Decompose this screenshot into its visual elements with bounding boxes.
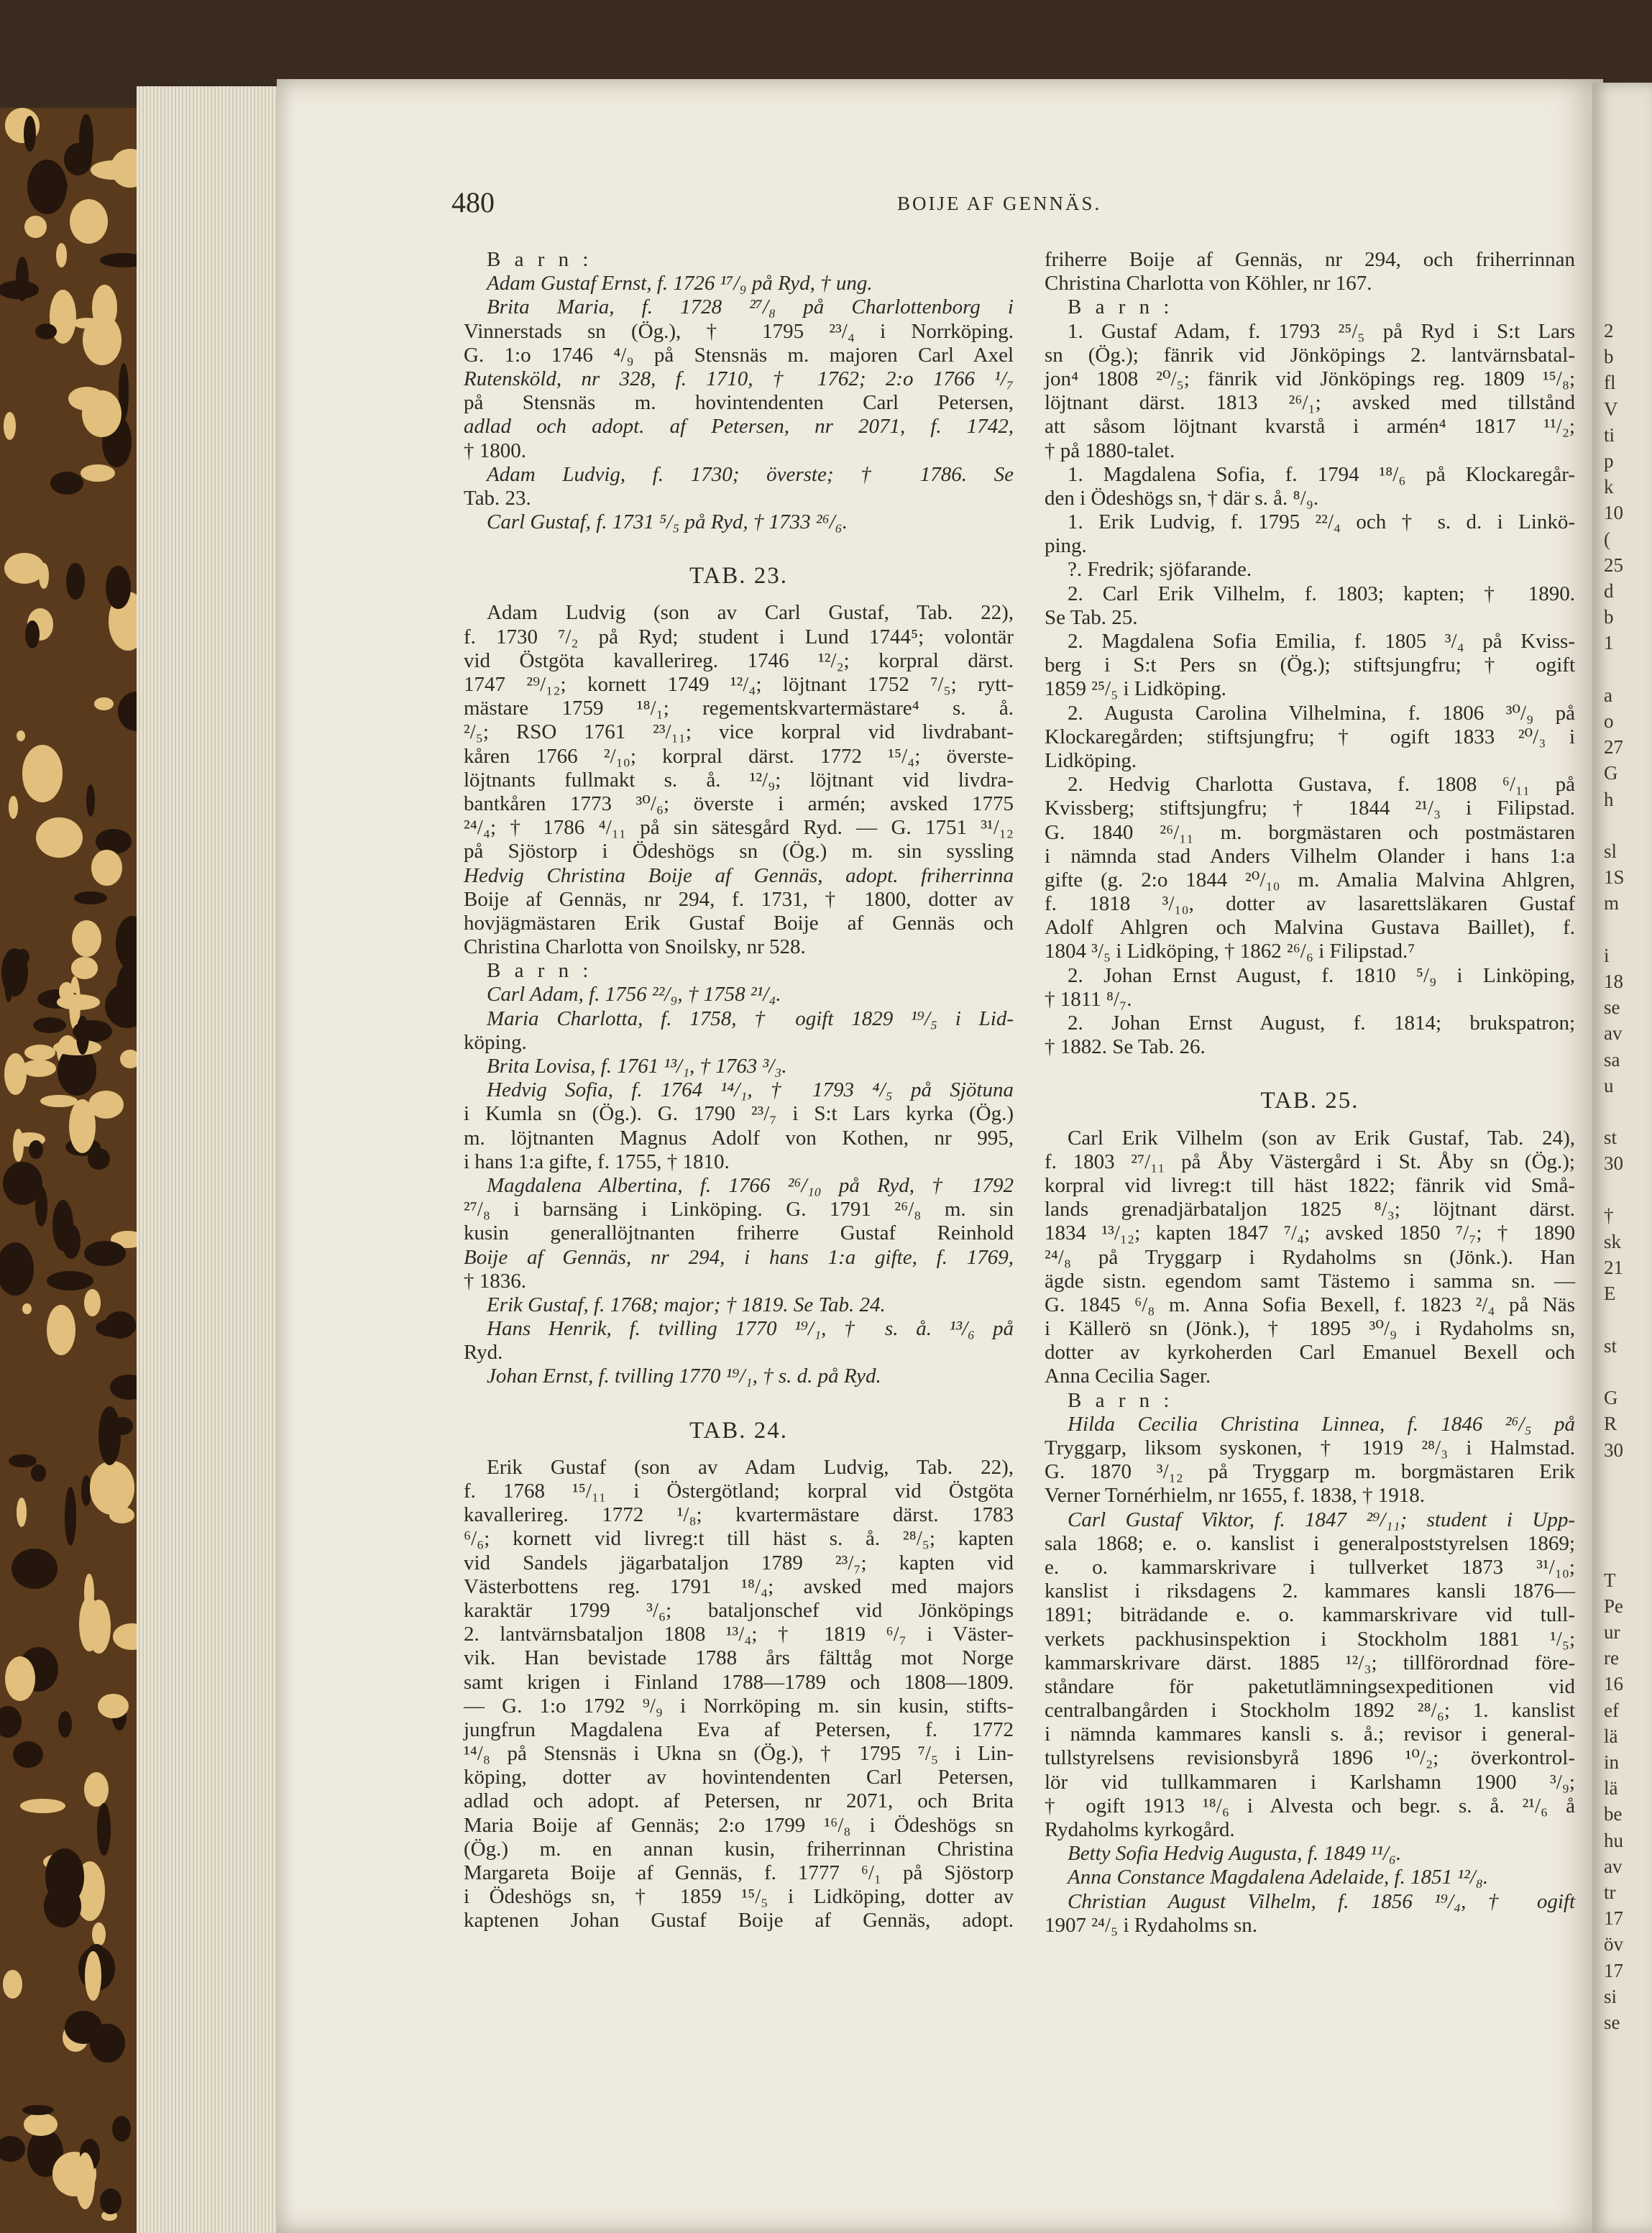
text-line: Tab. 23. xyxy=(464,486,531,510)
next-page-fragment: ef xyxy=(1604,1699,1619,1721)
marble-spot xyxy=(50,472,83,495)
next-page-fragment: 17 xyxy=(1604,1959,1623,1981)
marble-spot xyxy=(92,1922,106,1946)
text-line: Rydaholms kyrkogård. xyxy=(1045,1818,1235,1841)
marble-spot xyxy=(17,730,25,741)
text-line: 1907 ²⁴/₅ i Rydaholms sn. xyxy=(1045,1913,1258,1937)
next-page-fragment: 1 xyxy=(1604,632,1614,654)
text-line: † 1800. xyxy=(464,439,526,462)
text-line: Hans Henrik, f. tvilling 1770 ¹⁹/₁, † s. å. ¹³/₆ på xyxy=(487,1317,1014,1341)
text-line: korpral vid livreg:t till häst 1822; fänrik vid Små- xyxy=(1045,1173,1575,1197)
text-line: B a r n : xyxy=(1068,295,1174,319)
text-line: ²⁴/₈ på Tryggarp i Rydaholms sn (Jönk.). Han xyxy=(1045,1245,1575,1269)
text-line: i Ödeshögs sn, † 1859 ¹⁵/₅ i Lidköping, dotter av xyxy=(464,1885,1014,1909)
text-line: 2. Augusta Carolina Vilhelmina, f. 1806 ³⁰/₉ på xyxy=(1068,701,1575,725)
next-page-fragment: 2 xyxy=(1604,320,1614,341)
next-page-fragment: p xyxy=(1604,450,1614,472)
marble-spot xyxy=(84,1772,109,1807)
text-line: f. 1803 ²⁷/₁₁ på Åby Västergård i St. Åby sn (Ög.); xyxy=(1045,1150,1575,1173)
next-page-fragment: av xyxy=(1604,1022,1623,1045)
text-line: i nämnda kammares kansli s. å.; revisor i general- xyxy=(1045,1723,1575,1746)
text-line: kavallerireg. 1772 ¹/₈; kvartermästare därst. 1783 xyxy=(464,1503,1014,1527)
marble-spot xyxy=(16,949,29,965)
marble-spot xyxy=(109,1507,134,1523)
marble-spot xyxy=(13,1129,24,1162)
marble-spot xyxy=(54,303,68,326)
text-line: Klockaregården; stiftsjungfru; † ogift 1833 ²⁰/₃ i xyxy=(1045,725,1575,748)
text-line: Adam Ludvig (son av Carl Gustaf, Tab. 22), xyxy=(487,601,1014,625)
text-line: f. 1730 ⁷/₂ på Ryd; student i Lund 1744⁵; volontär xyxy=(464,625,1014,648)
text-line: Margareta Boije af Gennäs, f. 1777 ⁶/₁ på Sjöstorp xyxy=(464,1861,1014,1884)
spacer xyxy=(464,1389,1014,1419)
text-line: — G. 1:o 1792 ⁹/₉ i Norrköping m. sin kusin, stifts- xyxy=(464,1694,1014,1718)
text-line: tullstyrelsens revisionsbyrå 1896 ¹⁰/₂; överkontrol- xyxy=(1045,1746,1575,1770)
text-line: i Källerö sn (Jönk.), † 1895 ³⁰/₉ i Rydaholms sn, xyxy=(1045,1317,1575,1341)
text-line: ⁶/₆; kornett vid livreg:t till häst s. å. ²⁸/₅; kapten xyxy=(464,1527,1014,1551)
text-line: f. 1768 ¹⁵/₁₁ i Östergötland; korpral vid Östgöta xyxy=(464,1480,1014,1503)
marble-spot xyxy=(104,1311,136,1339)
text-line: † 1882. Se Tab. 26. xyxy=(1045,1035,1206,1059)
next-page-fragment: ( xyxy=(1604,528,1610,550)
text-line: G. 1:o 1746 ⁴/₉ på Stensnäs m. majoren Carl Axel xyxy=(464,343,1014,367)
next-page-fragment: hu xyxy=(1604,1829,1623,1851)
text-line: i Kumla sn (Ög.). G. 1790 ²³/₇ i S:t Lars kyrka (Ög.) xyxy=(464,1102,1014,1126)
text-line: sala 1868; e. o. kanslist i generalpoststyrelsen 1869; xyxy=(1045,1531,1575,1555)
text-line: köping. xyxy=(464,1030,527,1054)
marble-spot xyxy=(36,817,83,858)
text-line: Hedvig Christina Boije af Gennäs, adopt. friherrinna xyxy=(464,863,1014,887)
marble-spot xyxy=(106,566,130,609)
spacer xyxy=(1045,1114,1575,1127)
text-line: 2. lantvärnsbataljon 1808 ¹³/₄; † 1819 ⁶/₇ i Väster- xyxy=(464,1623,1014,1646)
text-line: Brita Maria, f. 1728 ²⁷/₈ på Charlottenborg i xyxy=(487,295,1014,319)
marble-spot xyxy=(94,697,114,710)
text-line: på Stensnäs m. hovintendenten Carl Petersen, xyxy=(464,391,1014,415)
marble-spot xyxy=(75,2152,95,2209)
next-page-fragment: b xyxy=(1604,606,1614,628)
marble-spot xyxy=(76,1016,89,1055)
text-line: ståndare för paketutlämningsexpeditionen vid xyxy=(1045,1674,1575,1698)
marble-spot xyxy=(87,1600,111,1654)
text-line: Erik Gustaf, f. 1768; major; † 1819. Se Tab. 24. xyxy=(487,1293,886,1316)
text-line: B a r n : xyxy=(487,248,593,271)
text-line: G. 1870 ³/₁₂ på Tryggarp m. borgmästaren Erik xyxy=(1045,1460,1575,1484)
marble-spot xyxy=(33,1017,66,1033)
table-heading: TAB. 24. xyxy=(689,1417,789,1444)
table-heading: TAB. 23. xyxy=(689,563,789,590)
text-line: centralbangården i Stockholm 1892 ²⁸/₆; 1. kanslist xyxy=(1045,1699,1575,1723)
marble-spot xyxy=(24,216,47,238)
text-line: friherre Boije af Gennäs, nr 294, och friherrinnan xyxy=(1045,248,1575,271)
marble-spot xyxy=(52,1200,73,1251)
text-line: 2. Hedvig Charlotta Gustava, f. 1808 ⁶/₁₁ på xyxy=(1068,773,1575,797)
next-page-fragment: 17 xyxy=(1604,1907,1623,1930)
next-page-fragment: 16 xyxy=(1604,1673,1623,1695)
next-page-fragment: in xyxy=(1604,1751,1620,1773)
marble-spot xyxy=(97,1803,111,1856)
marble-spot xyxy=(65,1487,76,1546)
next-page-fragment: i xyxy=(1604,944,1610,966)
next-page-fragment: 21 xyxy=(1604,1257,1623,1279)
text-line: ägde sistn. egendom samt Tästemo i samma sn. — xyxy=(1045,1269,1575,1293)
next-page-fragment: Pe xyxy=(1604,1595,1623,1617)
text-line: f. 1818 ³/₁₀, dotter av lasarettsläkaren Gustaf xyxy=(1045,892,1575,916)
spacer xyxy=(464,1443,1014,1456)
text-line: G. 1845 ⁶/₈ m. Anna Sofia Bexell, f. 1823 ²/₄ på Näs xyxy=(1045,1293,1575,1316)
marble-spot xyxy=(59,982,74,1001)
marble-spot xyxy=(79,114,93,165)
next-page-fragment: tr xyxy=(1604,1881,1616,1903)
next-page-fragment: o xyxy=(1604,710,1614,732)
marble-spot xyxy=(24,1045,55,1060)
text-line: 1859 ²⁵/₅ i Lidköping. xyxy=(1045,677,1226,701)
marble-spot xyxy=(16,257,29,301)
text-line: Carl Erik Vilhelm (son av Erik Gustaf, Tab. 24), xyxy=(1068,1126,1575,1150)
text-line: Hilda Cecilia Christina Linnea, f. 1846 ²⁶/₅ på xyxy=(1068,1412,1575,1436)
next-page-fragment: V xyxy=(1604,398,1618,420)
marble-spot xyxy=(88,1091,124,1119)
running-head: BOIJE AF GENNÄS. xyxy=(897,193,1102,214)
marble-spot xyxy=(74,891,107,904)
next-page-fragment: 30 xyxy=(1604,1439,1623,1461)
text-line: ²⁷/₈ i barnsäng i Linköping. G. 1791 ²⁶/₈ m. sin xyxy=(464,1198,1014,1221)
marble-spot xyxy=(0,1706,22,1737)
next-page-fragment: 25 xyxy=(1604,554,1623,576)
text-line: samt krigen i Finland 1788—1789 och 1808—1809. xyxy=(464,1670,1014,1694)
marble-spot xyxy=(22,1060,56,1077)
text-line: löjtnant därst. 1813 ²⁶/₁; avsked med tillstånd xyxy=(1045,391,1575,415)
marble-spot xyxy=(91,160,136,180)
text-line: ping. xyxy=(1045,534,1087,558)
text-line: 1747 ²⁹/₁₂; kornett 1749 ¹²/₄; löjtnant 1752 ⁷/₅; rytt- xyxy=(464,673,1014,696)
marble-spot xyxy=(0,1242,34,1296)
marble-spot xyxy=(24,2113,57,2135)
text-line: att såsom löjtnant kvarstå i armén⁴ 1817 ¹¹/₂; xyxy=(1045,415,1575,439)
text-line: löjtnants fullmakt s. å. ¹²/₉; löjtnant vid livdra- xyxy=(464,768,1014,792)
text-line: kusin generallöjtnanten friherre Gustaf Reinhold xyxy=(464,1221,1014,1245)
marble-spot xyxy=(45,1848,85,1905)
marble-spot xyxy=(98,1406,121,1465)
next-page-fragment: G xyxy=(1604,1387,1618,1409)
next-page-fragment: lä xyxy=(1604,1777,1618,1799)
text-line: Se Tab. 25. xyxy=(1045,605,1138,629)
text-line: G. 1840 ²⁶/₁₁ m. borgmästaren och postmästaren xyxy=(1045,820,1575,844)
marble-spot xyxy=(86,784,95,817)
marble-spot xyxy=(40,1095,78,1108)
next-page-fragment: 1S xyxy=(1604,866,1625,889)
next-page-fragment: lä xyxy=(1604,1725,1618,1747)
text-line: vid Sandels jägarbataljon 1789 ²³/₇; kapten vid xyxy=(464,1551,1014,1574)
text-line: den i Ödeshögs sn, † där s. å. ⁸/₉. xyxy=(1045,486,1319,510)
marble-spot xyxy=(35,324,57,339)
text-line: vik. Han bevistade 1788 års fälttåg mot Norge xyxy=(464,1646,1014,1670)
text-line: † 1811 ⁸/₇. xyxy=(1045,987,1132,1011)
text-line: Carl Gustaf Viktor, f. 1847 ²⁹/₁₁; student i Upp- xyxy=(1068,1508,1575,1531)
next-page-fragment: fl xyxy=(1604,372,1616,394)
marble-spot xyxy=(4,1053,27,1095)
marble-spot xyxy=(31,1464,46,1482)
right-column xyxy=(1045,248,1575,1938)
marble-spot xyxy=(83,315,121,365)
text-line: Maria Boije af Gennäs; 2:o 1799 ¹⁶/₈ i Ödeshögs sn xyxy=(464,1813,1014,1837)
text-line: Boije af Gennäs, nr 294, i hans 1:a gifte, f. 1769, xyxy=(464,1245,1014,1269)
text-line: Magdalena Albertina, f. 1766 ²⁶/₁₀ på Ryd, † 1792 xyxy=(487,1173,1014,1197)
marble-spot xyxy=(112,2116,131,2142)
next-page-fragment: sa xyxy=(1604,1048,1620,1070)
text-line: † ogift 1913 ¹⁸/₆ i Alvesta och begr. s. å. ²¹/₆ å xyxy=(1045,1794,1575,1817)
marble-spot xyxy=(90,2024,124,2063)
text-line: Adam Ludvig, f. 1730; överste; † 1786. Se xyxy=(487,462,1014,486)
text-line: Christina Charlotta von Köhler, nr 167. xyxy=(1045,272,1372,295)
text-line: B a r n : xyxy=(1068,1388,1174,1412)
next-page-fragment: sk xyxy=(1604,1231,1622,1252)
text-line: ¹⁴/₈ på Stensnäs i Ukna sn (Ög.), † 1795 ⁷/₅ i Lin- xyxy=(464,1742,1014,1766)
marble-spot xyxy=(56,243,67,267)
text-line: 1. Erik Ludvig, f. 1795 ²²/₄ och † s. d. i Linkö- xyxy=(1068,510,1575,534)
spacer xyxy=(464,588,1014,601)
text-line: Anna Cecilia Sager. xyxy=(1045,1365,1211,1388)
next-page-fragment: b xyxy=(1604,346,1614,368)
text-line: Kvissberg; stiftsjungfru; † 1844 ²¹/₃ i Filipstad. xyxy=(1045,797,1575,820)
marble-spot xyxy=(84,1289,101,1316)
next-page-fragment: öv xyxy=(1604,1933,1623,1955)
text-line: ²⁴/₄; † 1786 ⁴/₁₁ på sin sätesgård Ryd. — G. 1751 ³¹/₁₂ xyxy=(464,816,1014,840)
text-line: kammarskrivare därst. 1885 ¹²/₃; tillförordnad före- xyxy=(1045,1651,1575,1674)
next-page-fragment: G xyxy=(1604,762,1618,784)
text-line: Betty Sofia Hedvig Augusta, f. 1849 ¹¹/₆. xyxy=(1068,1842,1402,1866)
text-line: B a r n : xyxy=(487,959,593,983)
text-line: ?. Fredrik; sjöfarande. xyxy=(1068,558,1252,582)
marble-spot xyxy=(84,1241,126,1265)
next-page-fragment: ur xyxy=(1604,1621,1620,1643)
next-page-fragment: E xyxy=(1604,1283,1616,1305)
marble-spot xyxy=(13,1741,43,1768)
next-page-fragment: a xyxy=(1604,684,1612,706)
table-heading: TAB. 25. xyxy=(1260,1088,1359,1114)
next-page-fragment: be xyxy=(1604,1803,1623,1825)
marble-spot xyxy=(9,1454,37,1468)
marble-spot xyxy=(0,2136,25,2162)
text-line: lör vid tullkammaren i Karlshamn 1900 ³/₉; xyxy=(1045,1770,1575,1794)
text-line: på Sjöstorp i Ödeshögs sn (Ög.) m. sin syssling xyxy=(464,840,1014,863)
text-line: Johan Ernst, f. tvilling 1770 ¹⁹/₁, † s. d. på Ryd. xyxy=(487,1365,881,1388)
next-page-fragment: T xyxy=(1604,1569,1616,1591)
text-line: adlad och adopt. af Petersen, nr 2071, f. 1742, xyxy=(464,415,1014,439)
text-line: Ryd. xyxy=(464,1341,503,1365)
text-line: Västerbottens reg. 1791 ¹⁸/₄; avsked med majors xyxy=(464,1574,1014,1598)
text-line: berg i S:t Pers sn (Ög.); stiftsjungfru; † ogift xyxy=(1045,654,1575,677)
text-line: † 1836. xyxy=(464,1269,526,1293)
next-page-fragment: se xyxy=(1604,2012,1620,2033)
marble-spot xyxy=(35,1186,47,1226)
marble-spot xyxy=(100,2188,121,2214)
next-page-fragment: st xyxy=(1604,1334,1617,1357)
next-page-fragment: st xyxy=(1604,1127,1617,1149)
text-line: 1. Magdalena Sofia, f. 1794 ¹⁸/₆ på Klockaregår- xyxy=(1068,462,1575,486)
next-page-fragment: † xyxy=(1604,1204,1614,1226)
marble-spot xyxy=(58,1711,72,1738)
marble-spot xyxy=(5,1656,35,1700)
next-page-fragment: sl xyxy=(1604,840,1617,862)
text-line: köping, dotter av hovintendenten Carl Petersen, xyxy=(464,1766,1014,1789)
text-line: verkets packhusinspektion i Stockholm 1881 ¹/₅; xyxy=(1045,1627,1575,1651)
marble-spot xyxy=(29,1140,43,1159)
text-line: Carl Gustaf, f. 1731 ⁵/₅ på Ryd, † 1733 ²⁶/₆. xyxy=(487,510,848,534)
text-line: Anna Constance Magdalena Adelaide, f. 1851 ¹²/₈. xyxy=(1068,1866,1489,1889)
next-page-fragment: h xyxy=(1604,788,1614,810)
text-line: Erik Gustaf (son av Adam Ludvig, Tab. 22), xyxy=(487,1455,1014,1479)
page-number: 480 xyxy=(451,186,495,219)
next-page-fragment: si xyxy=(1604,1985,1617,2007)
marble-spot xyxy=(24,116,36,152)
marble-spot xyxy=(98,1694,129,1719)
marble-spot xyxy=(70,199,108,244)
text-line: Rutensköld, nr 328, f. 1710, † 1762; 2:o 1766 ¹/₇ xyxy=(464,367,1014,390)
text-line: kanslist i riksdagens 2. kammares kansli 1876— xyxy=(1045,1579,1575,1603)
text-line: adlad och adopt. af Petersen, nr 2071, och Brita xyxy=(464,1789,1014,1813)
text-line: 1804 ³/₅ i Lidköping, † 1862 ²⁶/₆ i Filipstad.⁷ xyxy=(1045,940,1415,963)
text-line: kåren 1766 ²/₁₀; korpral därst. 1772 ¹⁵/₄; överste- xyxy=(464,744,1014,768)
marble-spot xyxy=(91,850,121,886)
marble-spot xyxy=(20,1799,65,1814)
text-line: dotter av kyrkoherden Carl Emanuel Bexell och xyxy=(1045,1341,1575,1365)
next-page-fragment: 18 xyxy=(1604,971,1623,992)
text-line: Adam Gustaf Ernst, f. 1726 ¹⁷/₉ på Ryd, † ung. xyxy=(487,272,873,295)
marble-spot xyxy=(22,1303,32,1315)
next-page-fragment: 30 xyxy=(1604,1152,1623,1175)
next-page-fragment: k xyxy=(1604,476,1614,498)
text-line: (Ög.) m. en annan kusin, friherrinnan Christina xyxy=(464,1837,1014,1861)
text-line: e. o. kammarskrivare i tullverket 1873 ³¹/₁₀; xyxy=(1045,1555,1575,1579)
next-page-fragment: 10 xyxy=(1604,502,1623,524)
spacer xyxy=(464,534,1014,564)
marble-spot xyxy=(22,745,63,802)
text-line: gifte (g. 2:o 1844 ²⁰/₁₀ m. Amalia Malvina Ahlgren, xyxy=(1045,868,1575,891)
marble-spot xyxy=(12,1549,58,1589)
marble-spot xyxy=(66,563,84,600)
text-line: bantkåren 1773 ³⁰/₆; överste i armén; avsked 1775 xyxy=(464,792,1014,815)
text-line: 2. Johan Ernst August, f. 1810 ⁵/₉ i Linköping, xyxy=(1068,963,1575,987)
marble-spot xyxy=(17,1498,27,1527)
spacer xyxy=(1045,1059,1575,1089)
marble-spot xyxy=(90,1461,135,1514)
next-page-fragment: u xyxy=(1604,1074,1614,1096)
text-line: 2. Magdalena Sofia Emilia, f. 1805 ³/₄ på Kviss- xyxy=(1068,630,1575,653)
next-page-fragment: av xyxy=(1604,1855,1623,1877)
next-page-edge xyxy=(1592,83,1652,2233)
marble-spot xyxy=(81,464,115,482)
marble-spot xyxy=(85,1951,101,2001)
text-line: Boije af Gennäs, nr 294, f. 1731, † 1800, dotter av xyxy=(464,887,1014,911)
text-line: † på 1880-talet. xyxy=(1045,439,1175,462)
text-line: sn (Ög.); fänrik vid Jönköpings 2. lantvärnsbatal- xyxy=(1045,343,1575,367)
text-line: 1834 ¹³/₁₂; kapten 1847 ⁷/₄; avsked 1850 ⁷/₇; † 1890 xyxy=(1045,1221,1575,1245)
text-line: Maria Charlotta, f. 1758, † ogift 1829 ¹⁹/₅ i Lid- xyxy=(487,1007,1014,1030)
text-line: i hans 1:a gifte, f. 1755, † 1810. xyxy=(464,1150,730,1173)
text-line: Verner Tornérhielm, nr 1655, f. 1838, † 1918. xyxy=(1045,1484,1425,1508)
text-line: Christian August Vilhelm, f. 1856 ¹⁹/₄, † ogift xyxy=(1068,1889,1575,1913)
text-line: Lidköping. xyxy=(1045,748,1137,772)
marble-spot xyxy=(47,1271,93,1290)
next-page-fragment: se xyxy=(1604,996,1620,1019)
text-line: 2. Johan Ernst August, f. 1814; brukspatron; xyxy=(1068,1012,1575,1035)
marble-spot xyxy=(72,920,101,957)
text-line: m. löjtnanten Magnus Adolf von Kothen, nr 995, xyxy=(464,1126,1014,1150)
text-line: lands grenadjärbataljon 1825 ⁸/₃; löjtnant därst. xyxy=(1045,1198,1575,1221)
text-line: i nämnda stad Anders Vilhelm Olander i hans 1:a xyxy=(1045,844,1575,868)
marble-spot xyxy=(25,620,40,648)
next-page-fragment: 27 xyxy=(1604,736,1623,758)
text-line: 2. Carl Erik Vilhelm, f. 1803; kapten; † 1890. xyxy=(1068,582,1575,605)
marble-spot xyxy=(47,1305,75,1355)
text-line: 1. Gustaf Adam, f. 1793 ²⁵/₅ på Ryd i S:t Lars xyxy=(1068,319,1575,343)
text-line: Brita Lovisa, f. 1761 ¹³/₁, † 1763 ³/₃. xyxy=(487,1055,787,1078)
text-line: ²/₅; RSO 1761 ²³/₁₁; vice korpral vid livdrabant- xyxy=(464,720,1014,744)
text-line: vid Östgöta kavallerireg. 1746 ¹²/₂; korpral därst. xyxy=(464,648,1014,672)
text-line: 1891; biträdande e. o. kammarskrivare vid tull- xyxy=(1045,1603,1575,1627)
next-page-fragment: R xyxy=(1604,1413,1617,1435)
text-line: hovjägmästaren Erik Gustaf Boije af Gennäs och xyxy=(464,911,1014,935)
next-page-fragment: d xyxy=(1604,580,1614,602)
text-line: kaptenen Johan Gustaf Boije af Gennäs, adopt. xyxy=(464,1909,1014,1932)
marble-spot xyxy=(82,390,121,438)
marble-spot xyxy=(88,1148,110,1170)
text-line: Vinnerstads sn (Ög.), † 1795 ²³/₄ i Norrköping. xyxy=(464,319,1014,343)
marble-spot xyxy=(71,957,98,979)
text-line: Christina Charlotta von Snoilsky, nr 528. xyxy=(464,935,806,959)
text-line: jungfrun Magdalena Eva af Petersen, f. 1772 xyxy=(464,1718,1014,1741)
text-line: Adolf Ahlgren och Malvina Gustava Baillet), f. xyxy=(1045,916,1575,940)
text-line: Hedvig Sofia, f. 1764 ¹⁴/₁, † 1793 ⁴/₅ på Sjötuna xyxy=(487,1078,1014,1102)
marble-spot xyxy=(4,553,45,584)
next-page-fragment: m xyxy=(1604,892,1620,914)
text-line: Tryggarp, liksom syskonen, † 1919 ²⁸/₃ i Halmstad. xyxy=(1045,1436,1575,1459)
next-page-fragment: ti xyxy=(1604,423,1615,446)
text-line: mästare 1759 ¹⁸/₁; regementskvartermästare⁴ s. å. xyxy=(464,697,1014,720)
next-page-fragment: re xyxy=(1604,1647,1619,1669)
marble-spot xyxy=(22,2105,55,2115)
text-line: Carl Adam, f. 1756 ²²/₉, † 1758 ²¹/₄. xyxy=(487,983,781,1007)
marble-spot xyxy=(3,1970,22,1998)
left-column xyxy=(464,248,1014,1933)
marble-spot xyxy=(4,412,16,440)
marbled-page-edge xyxy=(0,108,144,2233)
text-line: jon⁴ 1808 ²⁰/₅; fänrik vid Jönköpings reg. 1809 ¹⁵/₈; xyxy=(1045,367,1575,390)
text-line: karaktär 1799 ³/₆; bataljonschef vid Jönköpings xyxy=(464,1598,1014,1622)
marble-spot xyxy=(9,796,18,818)
